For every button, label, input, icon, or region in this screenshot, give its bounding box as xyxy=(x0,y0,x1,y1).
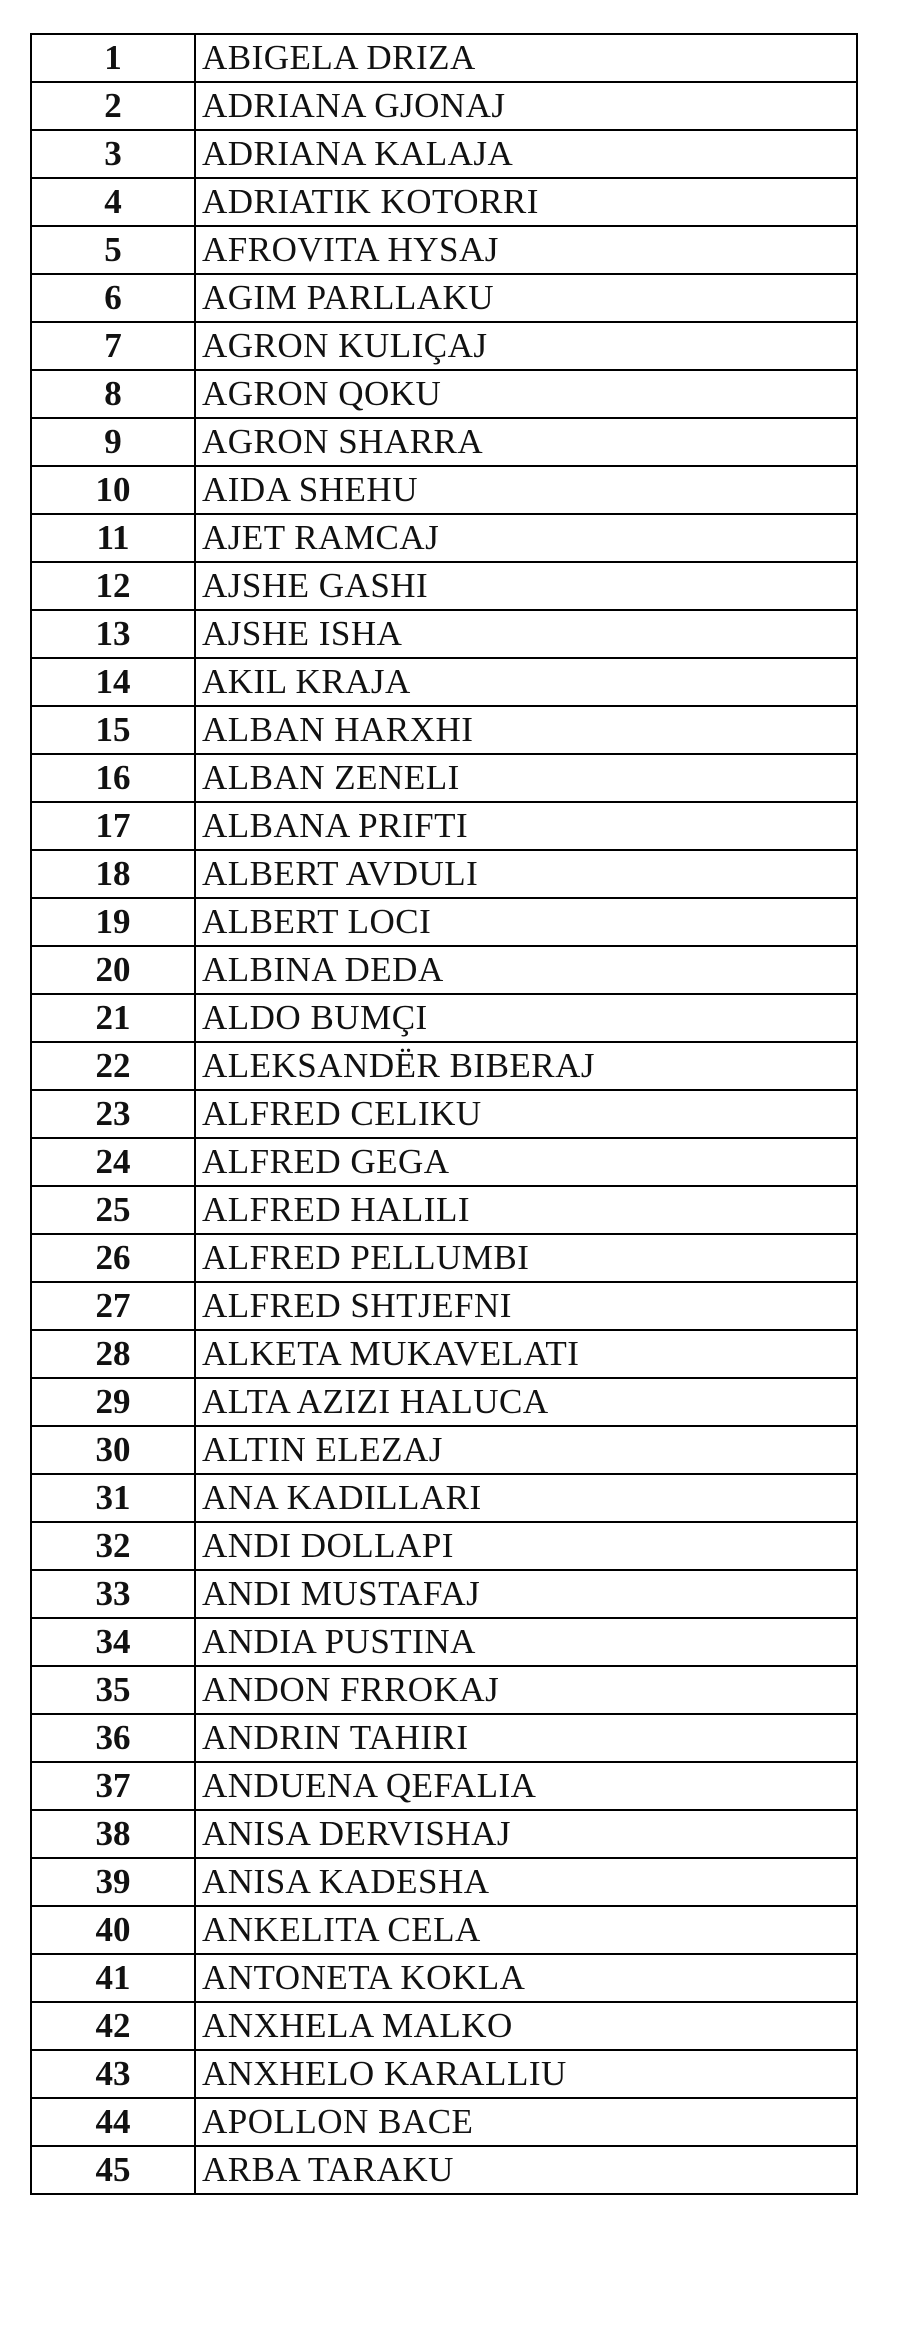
table-row xyxy=(31,1666,857,1714)
table-row xyxy=(31,514,857,562)
table-row xyxy=(31,1474,857,1522)
row-number: 41 xyxy=(31,1954,195,2002)
person-name: AKIL KRAJA xyxy=(195,658,857,706)
person-name: ANDON FRROKAJ xyxy=(195,1666,857,1714)
table-row xyxy=(31,130,857,178)
person-name: ALEKSANDËR BIBERAJ xyxy=(195,1042,857,1090)
person-name: ARBA TARAKU xyxy=(195,2146,857,2194)
table-row xyxy=(31,2050,857,2098)
names-table xyxy=(30,33,858,2195)
row-number: 4 xyxy=(31,178,195,226)
person-name: ALDO BUMÇI xyxy=(195,994,857,1042)
table-row xyxy=(31,1522,857,1570)
person-name: ALBERT AVDULI xyxy=(195,850,857,898)
table-row xyxy=(31,34,857,82)
table-row xyxy=(31,1426,857,1474)
person-name: AGRON SHARRA xyxy=(195,418,857,466)
row-number: 45 xyxy=(31,2146,195,2194)
table-row xyxy=(31,226,857,274)
person-name: ALTA AZIZI HALUCA xyxy=(195,1378,857,1426)
table-row xyxy=(31,946,857,994)
table-row xyxy=(31,322,857,370)
row-number: 12 xyxy=(31,562,195,610)
row-number: 28 xyxy=(31,1330,195,1378)
person-name: AGIM PARLLAKU xyxy=(195,274,857,322)
person-name: AJET RAMCAJ xyxy=(195,514,857,562)
person-name: ALFRED SHTJEFNI xyxy=(195,1282,857,1330)
table-row xyxy=(31,1090,857,1138)
row-number: 34 xyxy=(31,1618,195,1666)
table-row xyxy=(31,370,857,418)
person-name: ALTIN ELEZAJ xyxy=(195,1426,857,1474)
person-name: ALBERT LOCI xyxy=(195,898,857,946)
row-number: 24 xyxy=(31,1138,195,1186)
row-number: 33 xyxy=(31,1570,195,1618)
person-name: AJSHE ISHA xyxy=(195,610,857,658)
person-name: ADRIANA GJONAJ xyxy=(195,82,857,130)
row-number: 7 xyxy=(31,322,195,370)
row-number: 3 xyxy=(31,130,195,178)
table-row xyxy=(31,994,857,1042)
table-row xyxy=(31,706,857,754)
table-row xyxy=(31,1378,857,1426)
person-name: ANISA KADESHA xyxy=(195,1858,857,1906)
row-number: 40 xyxy=(31,1906,195,1954)
table-row xyxy=(31,898,857,946)
row-number: 23 xyxy=(31,1090,195,1138)
table-row xyxy=(31,2098,857,2146)
row-number: 14 xyxy=(31,658,195,706)
row-number: 17 xyxy=(31,802,195,850)
row-number: 25 xyxy=(31,1186,195,1234)
table-row xyxy=(31,658,857,706)
person-name: ALKETA MUKAVELATI xyxy=(195,1330,857,1378)
table-row xyxy=(31,1906,857,1954)
row-number: 38 xyxy=(31,1810,195,1858)
person-name: AIDA SHEHU xyxy=(195,466,857,514)
table-row xyxy=(31,466,857,514)
table-row xyxy=(31,418,857,466)
person-name: ANDI MUSTAFAJ xyxy=(195,1570,857,1618)
table-row xyxy=(31,1954,857,2002)
person-name: ALFRED PELLUMBI xyxy=(195,1234,857,1282)
table-row xyxy=(31,274,857,322)
row-number: 43 xyxy=(31,2050,195,2098)
row-number: 37 xyxy=(31,1762,195,1810)
person-name: AFROVITA HYSAJ xyxy=(195,226,857,274)
person-name: ADRIANA KALAJA xyxy=(195,130,857,178)
table-row xyxy=(31,562,857,610)
row-number: 6 xyxy=(31,274,195,322)
row-number: 44 xyxy=(31,2098,195,2146)
table-row xyxy=(31,754,857,802)
row-number: 30 xyxy=(31,1426,195,1474)
row-number: 29 xyxy=(31,1378,195,1426)
row-number: 8 xyxy=(31,370,195,418)
table-row xyxy=(31,1234,857,1282)
person-name: APOLLON BACE xyxy=(195,2098,857,2146)
table-row xyxy=(31,82,857,130)
person-name: ALBAN HARXHI xyxy=(195,706,857,754)
person-name: ALFRED CELIKU xyxy=(195,1090,857,1138)
person-name: ALFRED GEGA xyxy=(195,1138,857,1186)
person-name: ANA KADILLARI xyxy=(195,1474,857,1522)
table-row xyxy=(31,1186,857,1234)
table-row xyxy=(31,1282,857,1330)
row-number: 15 xyxy=(31,706,195,754)
table-row xyxy=(31,1858,857,1906)
person-name: ALFRED HALILI xyxy=(195,1186,857,1234)
table-row xyxy=(31,2146,857,2194)
person-name: ANKELITA CELA xyxy=(195,1906,857,1954)
table-row xyxy=(31,178,857,226)
person-name: ANISA DERVISHAJ xyxy=(195,1810,857,1858)
person-name: ANTONETA KOKLA xyxy=(195,1954,857,2002)
table-row xyxy=(31,1618,857,1666)
person-name: ALBANA PRIFTI xyxy=(195,802,857,850)
row-number: 26 xyxy=(31,1234,195,1282)
row-number: 36 xyxy=(31,1714,195,1762)
table-row xyxy=(31,850,857,898)
table-row xyxy=(31,1042,857,1090)
row-number: 31 xyxy=(31,1474,195,1522)
names-table-body xyxy=(31,34,857,2194)
table-row xyxy=(31,1570,857,1618)
row-number: 19 xyxy=(31,898,195,946)
person-name: AJSHE GASHI xyxy=(195,562,857,610)
person-name: ANDRIN TAHIRI xyxy=(195,1714,857,1762)
table-row xyxy=(31,1138,857,1186)
person-name: ANXHELO KARALLIU xyxy=(195,2050,857,2098)
table-row xyxy=(31,802,857,850)
row-number: 22 xyxy=(31,1042,195,1090)
row-number: 2 xyxy=(31,82,195,130)
table-row xyxy=(31,610,857,658)
table-row xyxy=(31,1762,857,1810)
person-name: ALBAN ZENELI xyxy=(195,754,857,802)
person-name: ANDI DOLLAPI xyxy=(195,1522,857,1570)
person-name: AGRON KULIÇAJ xyxy=(195,322,857,370)
row-number: 1 xyxy=(31,34,195,82)
row-number: 13 xyxy=(31,610,195,658)
person-name: ANXHELA MALKO xyxy=(195,2002,857,2050)
person-name: AGRON QOKU xyxy=(195,370,857,418)
table-row xyxy=(31,1714,857,1762)
row-number: 35 xyxy=(31,1666,195,1714)
row-number: 11 xyxy=(31,514,195,562)
row-number: 32 xyxy=(31,1522,195,1570)
person-name: ADRIATIK KOTORRI xyxy=(195,178,857,226)
row-number: 5 xyxy=(31,226,195,274)
row-number: 21 xyxy=(31,994,195,1042)
person-name: ANDIA PUSTINA xyxy=(195,1618,857,1666)
row-number: 9 xyxy=(31,418,195,466)
table-row xyxy=(31,1330,857,1378)
row-number: 10 xyxy=(31,466,195,514)
row-number: 20 xyxy=(31,946,195,994)
row-number: 18 xyxy=(31,850,195,898)
row-number: 27 xyxy=(31,1282,195,1330)
person-name: ANDUENA QEFALIA xyxy=(195,1762,857,1810)
row-number: 39 xyxy=(31,1858,195,1906)
person-name: ABIGELA DRIZA xyxy=(195,34,857,82)
person-name: ALBINA DEDA xyxy=(195,946,857,994)
table-row xyxy=(31,1810,857,1858)
row-number: 42 xyxy=(31,2002,195,2050)
row-number: 16 xyxy=(31,754,195,802)
table-row xyxy=(31,2002,857,2050)
